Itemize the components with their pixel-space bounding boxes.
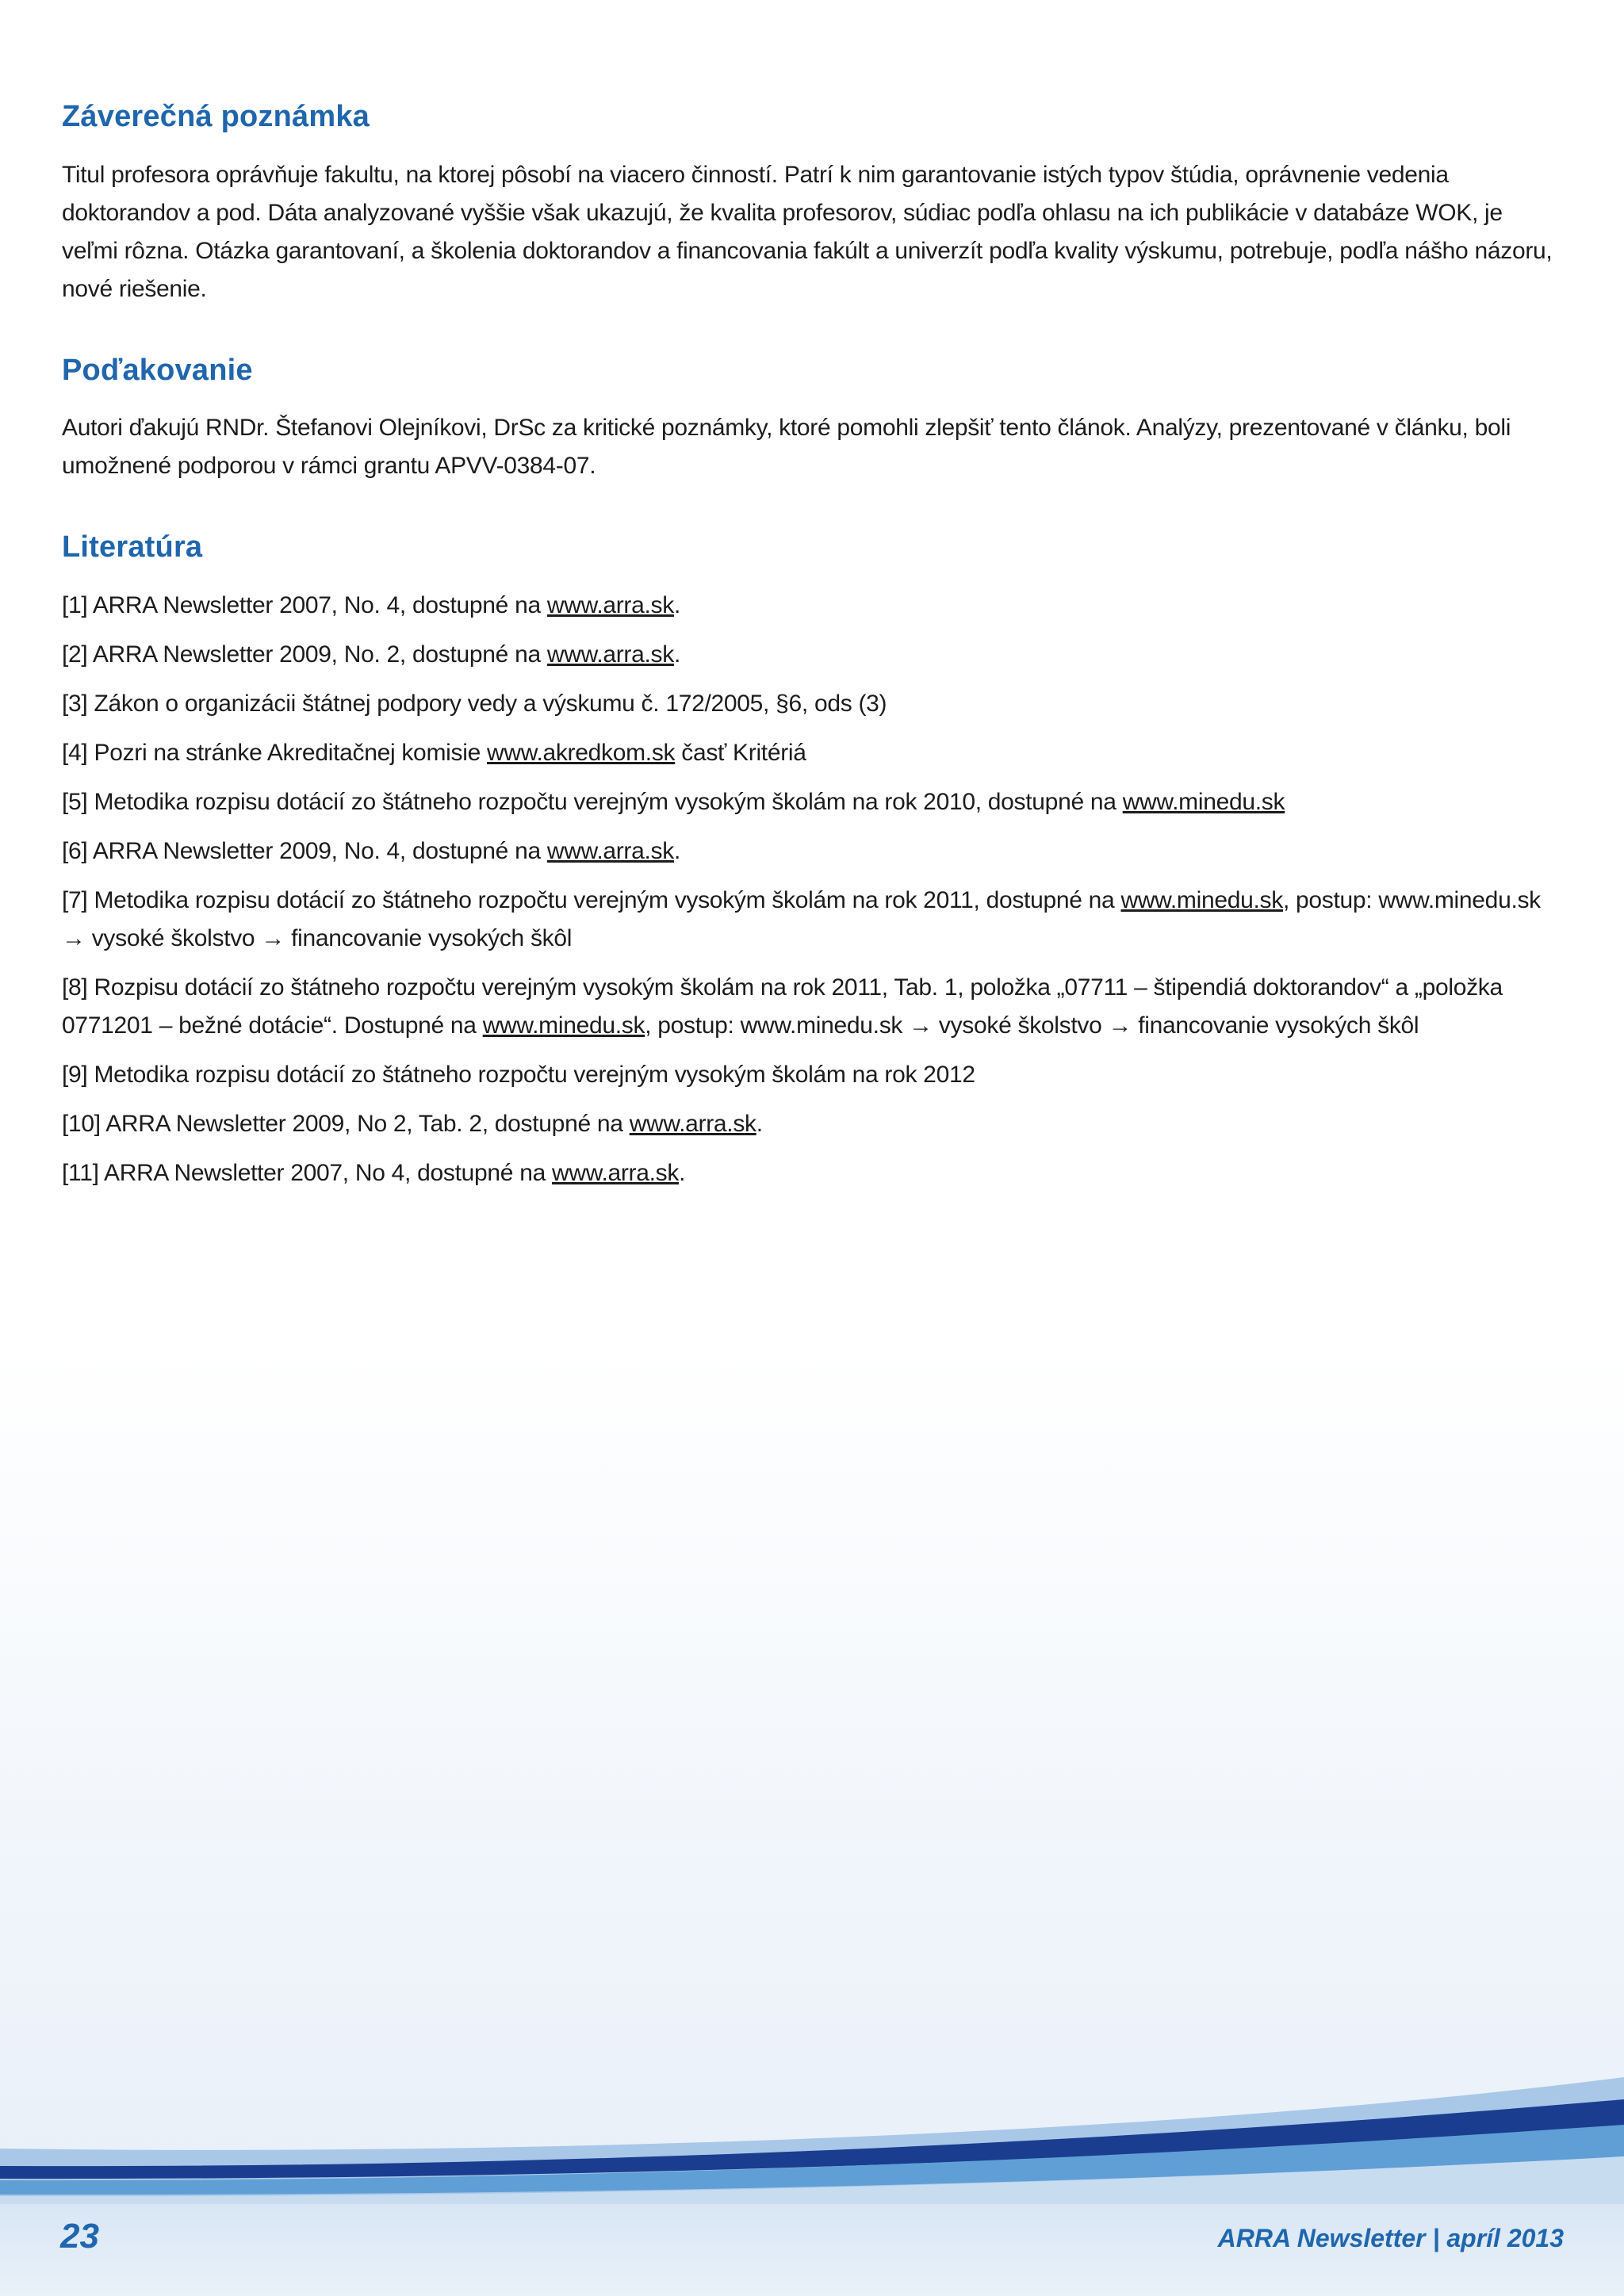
reference-list xyxy=(62,587,1562,1192)
reference-item-10: [10] ARRA Newsletter 2009, No 2, Tab. 2, dostupné na www.arra.sk. xyxy=(62,1110,763,1137)
page-number: 23 xyxy=(60,2217,99,2256)
reference-item-9: [9] Metodika rozpisu dotácií zo štátneho rozpočtu verejným vysokým školám na rok 2012 xyxy=(62,1061,975,1088)
section-heading-literature: Literatúra xyxy=(62,530,203,564)
reference-link-1[interactable]: www.arra.sk xyxy=(546,591,674,618)
reference-link-5[interactable]: www.minedu.sk xyxy=(1122,788,1285,815)
footer-wave-decoration xyxy=(0,2061,1624,2204)
reference-item-7: [7] Metodika rozpisu dotácií zo štátneho rozpočtu verejným vysokým školám na rok 2011, dostupné na www.minedu.sk, postup: www.minedu.sk → vysoké školstvo → financovanie vysokých škôl xyxy=(62,886,1541,951)
reference-link-8[interactable]: www.minedu.sk xyxy=(482,1012,645,1039)
section-heading-closing-note: Záverečná poznámka xyxy=(62,100,370,133)
reference-link-4[interactable]: www.akredkom.sk xyxy=(487,739,676,766)
reference-item-8: [8] Rozpisu dotácií zo štátneho rozpočtu verejným vysokým školám na rok 2011, Tab. 1, položka „07711 – štipendiá doktorandov“ a „položka 0771201 – bežné dotácie“. Dostupné na www.minedu.sk, postup: www.minedu.sk → vysoké školstvo → financovanie vysokých škôl xyxy=(62,974,1503,1039)
reference-item-4: [4] Pozri na stránke Akreditačnej komisie www.akredkom.sk časť Kritériá xyxy=(62,739,806,766)
reference-item-2: [2] ARRA Newsletter 2009, No. 2, dostupné na www.arra.sk. xyxy=(62,641,680,668)
reference-link-6[interactable]: www.arra.sk xyxy=(546,837,674,864)
publication-label: ARRA Newsletter | apríl 2013 xyxy=(1217,2224,1564,2252)
reference-link-10[interactable]: www.arra.sk xyxy=(629,1110,756,1137)
reference-item-1: [1] ARRA Newsletter 2007, No. 4, dostupné na www.arra.sk. xyxy=(62,591,680,618)
article-content xyxy=(62,99,1562,1203)
reference-item-11: [11] ARRA Newsletter 2007, No 4, dostupné na www.arra.sk. xyxy=(62,1159,686,1186)
acknowledgements-paragraph: Autori ďakujú RNDr. Štefanovi Olejníkovi, DrSc za kritické poznámky, ktoré pomohli zlepšiť tento článok. Analýzy, prezentované v článku, boli umožnené podporou v rámci grantu APVV-0384-07. xyxy=(62,415,1511,480)
reference-link-7[interactable]: www.minedu.sk xyxy=(1120,886,1283,913)
reference-item-3: [3] Zákon o organizácii štátnej podpory vedy a výskumu č. 172/2005, §6, ods (3) xyxy=(62,690,887,717)
reference-item-6: [6] ARRA Newsletter 2009, No. 4, dostupné na www.arra.sk. xyxy=(62,837,680,864)
reference-link-2[interactable]: www.arra.sk xyxy=(546,641,674,668)
reference-link-11[interactable]: www.arra.sk xyxy=(552,1159,680,1186)
reference-item-5: [5] Metodika rozpisu dotácií zo štátneho rozpočtu verejným vysokým školám na rok 2010, dostupné na www.minedu.sk xyxy=(62,788,1285,815)
section-heading-acknowledgements: Poďakovanie xyxy=(62,353,253,387)
closing-note-paragraph: Titul profesora oprávňuje fakultu, na ktorej pôsobí na viacero činností. Patrí k nim garantovanie istých typov štúdia, oprávnenie vedenia doktorandov a pod. Dáta analyzované vyššie však ukazujú, že kvalita profesorov, súdiac podľa ohlasu na ich publikácie v databáze WOK, je veľmi rôzna. Otázka garantovaní, a školenia doktorandov a financovania fakúlt a univerzít podľa kvality výskumu, potrebuje, podľa nášho názoru, nové riešenie. xyxy=(62,161,1553,302)
